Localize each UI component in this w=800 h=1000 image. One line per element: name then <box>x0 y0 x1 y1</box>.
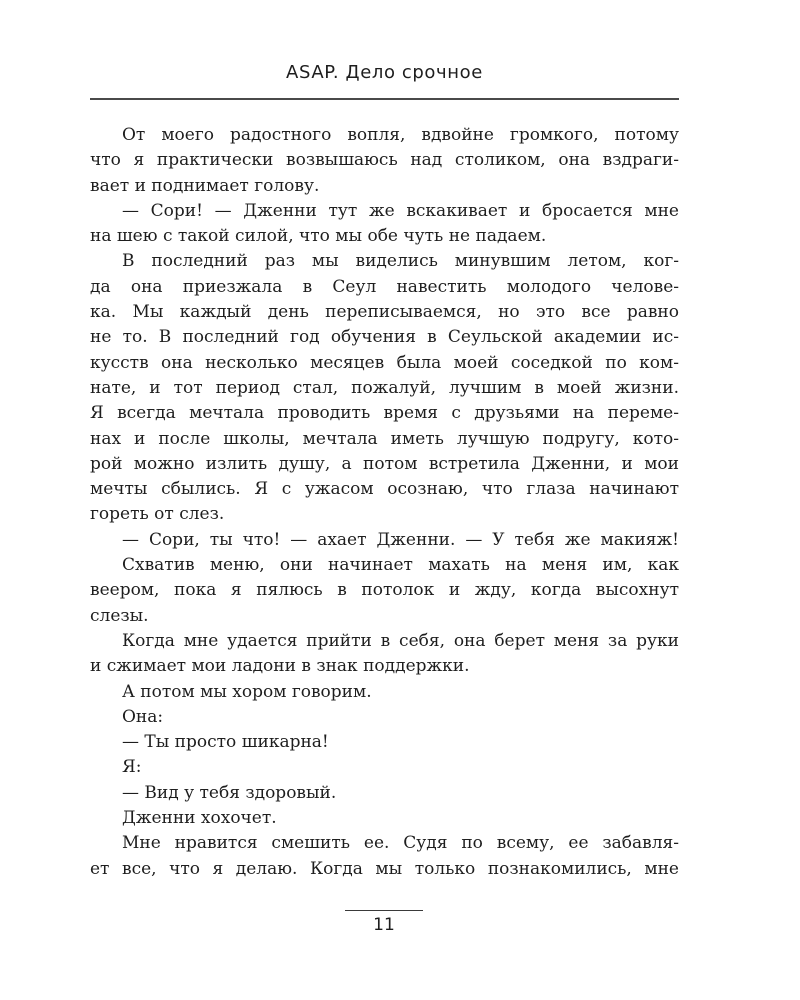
text-line: Схватив меню, они начинает махать на меня им, как <box>122 555 679 576</box>
text-line: ка. Мы каждый день переписываемся, но это все равно <box>90 302 679 323</box>
text-line: — Ты просто шикарна! <box>122 732 329 753</box>
text-line: на шею с такой силой, что мы обе чуть не падаем. <box>90 226 547 247</box>
text-line: рой можно излить душу, а потом встретила Дженни, и мои <box>90 453 679 474</box>
text-line: — Сори! — Дженни тут же вскакивает и бросается мне <box>122 200 679 221</box>
text-line: ет все, что я делаю. Когда мы только познакомились, мне <box>90 858 679 879</box>
text-line: В последний раз мы виделись минувшим летом, ког- <box>122 251 679 272</box>
body-text <box>90 123 679 882</box>
text-line: А потом мы хором говорим. <box>122 681 372 702</box>
text-line: — Вид у тебя здоровый. <box>122 782 337 803</box>
text-line: гореть от слез. <box>90 504 225 525</box>
text-line: не то. В последний год обучения в Сеульской академии ис- <box>90 327 679 348</box>
page-number: 11 <box>373 915 395 935</box>
text-line: Я: <box>122 757 142 778</box>
text-line: Когда мне удается прийти в себя, она берет меня за руки <box>122 630 679 651</box>
footer-divider <box>345 910 423 911</box>
text-line: кусств она несколько месяцев была моей соседкой по ком- <box>90 352 679 373</box>
text-line: нате, и тот период стал, пожалуй, лучшим в моей жизни. <box>90 377 679 398</box>
text-line: что я практически возвышаюсь над столиком, она вздраги- <box>90 150 679 171</box>
text-line: Дженни хохочет. <box>122 808 277 829</box>
running-head-title: ASAP. Дело срочное <box>286 62 483 83</box>
header-divider <box>90 98 679 100</box>
text-line: Мне нравится смешить ее. Судя по всему, ее забавля- <box>122 833 679 854</box>
text-line: Я всегда мечтала проводить время с друзьями на переме- <box>90 403 679 424</box>
text-line: нах и после школы, мечтала иметь лучшую подругу, кото- <box>90 428 679 449</box>
text-line: да она приезжала в Сеул навестить молодого челове- <box>90 276 679 297</box>
text-line: слезы. <box>90 605 149 626</box>
text-line: — Сори, ты что! — ахает Дженни. — У тебя же макияж! <box>122 529 679 550</box>
text-line: и сжимает мои ладони в знак поддержки. <box>90 656 470 677</box>
text-line: Она: <box>122 706 164 727</box>
text-line: От моего радостного вопля, вдвойне громкого, потому <box>122 125 679 145</box>
text-line: мечты сбылись. Я с ужасом осознаю, что глаза начинают <box>90 479 679 500</box>
text-line: веером, пока я пялюсь в потолок и жду, когда высохнут <box>90 580 679 601</box>
text-line: вает и поднимает голову. <box>90 175 320 196</box>
